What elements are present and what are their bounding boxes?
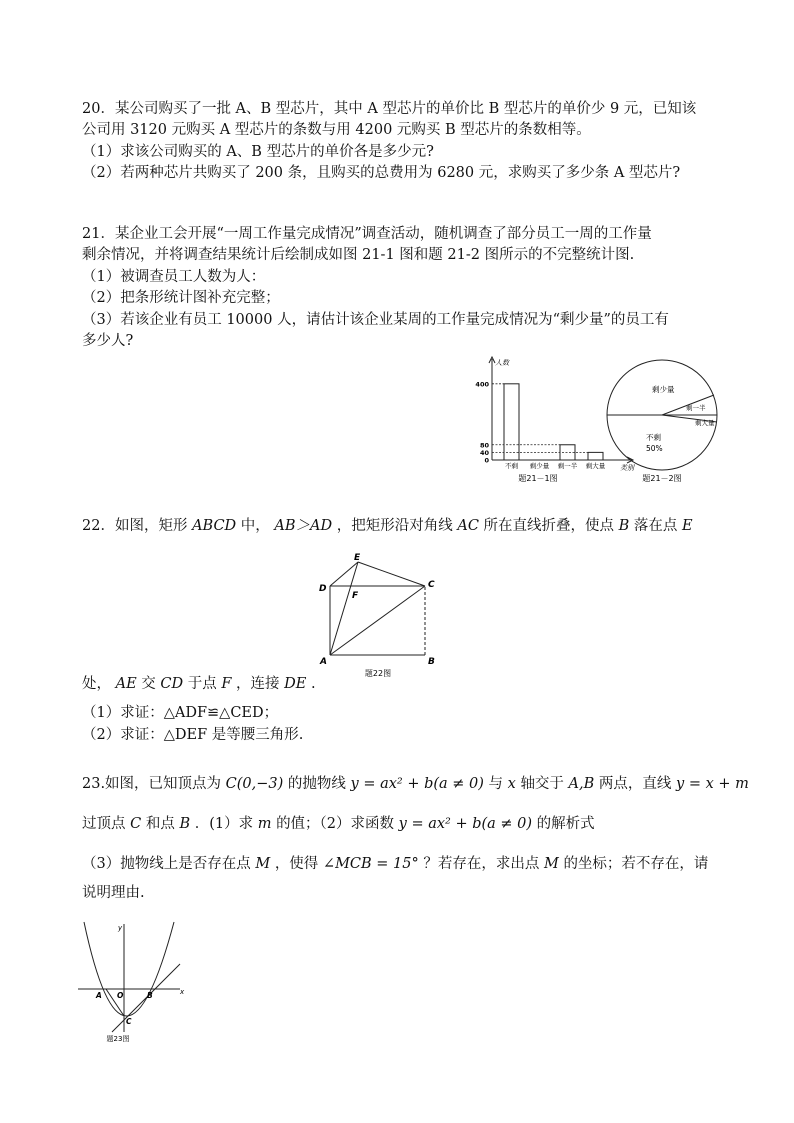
q23-text: 和点 — [145, 816, 175, 832]
q22-text: 处， — [82, 676, 111, 692]
q22-figure — [318, 552, 453, 680]
bar-chart-caption: 题21－1图 — [518, 474, 558, 483]
q23-parabola: y = ax² + b(a ≠ 0) — [350, 776, 484, 792]
q22-rect-name: ABCD — [192, 518, 237, 534]
q22-text: 中， — [240, 518, 270, 534]
q22-text: 交 — [141, 676, 156, 692]
q22-seg-cd-text: CD — [160, 676, 184, 692]
q22-text: 22．如图，矩形 — [82, 518, 188, 534]
q23-line4: 说明理由. — [82, 885, 145, 901]
pie-label-none: 不剩 — [646, 433, 661, 442]
q23-text: 的坐标；若不存在，请 — [563, 856, 709, 872]
bar-category-label: 剩一半 — [557, 462, 578, 470]
pie-chart-caption: 题21－2图 — [642, 474, 682, 483]
q22-text: 落在点 — [633, 518, 678, 534]
q23-text: 的值；（2）求函数 — [276, 816, 395, 832]
q22-point-b: B — [618, 518, 630, 534]
q23-line2 — [82, 814, 595, 834]
q23-text: 轴交于 — [520, 776, 564, 792]
q23-text: 的抛物线 — [287, 776, 346, 792]
q23-x-axis: x — [507, 776, 516, 792]
bar-ytick-label: 80 — [479, 441, 489, 450]
q22-condition: AB＞AD — [274, 518, 333, 534]
q20-line2: 公司用 3120 元购买 A 型芯片的条数与用 4200 元购买 B 型芯片的条数相等。 — [82, 122, 591, 138]
q21-line2: 剩余情况，并将调查结果统计后绘制成如图 21-1 图和题 21-2 图所示的不完整统计图. — [82, 247, 635, 263]
q22-line1 — [82, 516, 693, 536]
q21-part1: （1）被调查员工人数为人： — [82, 269, 266, 285]
q23-text: 23.如图，已知顶点为 — [82, 776, 222, 792]
q23-vertex: C(0,−3) — [225, 776, 284, 792]
q23-label-o: O — [117, 991, 124, 1000]
q22-text: ，把矩形沿对角线 — [336, 518, 453, 534]
q23-point-b: B — [179, 816, 191, 832]
q23-function: y = ax² + b(a ≠ 0) — [398, 816, 533, 832]
q21-part3b: 多少人? — [82, 333, 134, 349]
q23-text: ？若存在，求出点 — [423, 856, 540, 872]
q23-label-x: x — [180, 988, 185, 996]
q23-angle: ∠MCB = 15° — [322, 856, 419, 872]
q23-text: 两点，直线 — [598, 776, 672, 792]
q22-label-c: C — [428, 580, 435, 590]
q22-diagonal: AC — [457, 518, 479, 534]
pie-chart-figure — [600, 360, 725, 485]
q22-part2: （2）求证：△DEF 是等腰三角形. — [82, 727, 304, 743]
q22-caption: 题22图 — [364, 669, 392, 678]
q22-seg-ec — [358, 562, 425, 586]
q23-text: 与 — [488, 776, 504, 792]
q23-points-ab: A,B — [568, 776, 595, 792]
q23-point-m: M — [255, 856, 271, 872]
q23-text: ，使得 — [274, 856, 319, 872]
q23-text: （3）抛物线上是否存在点 — [82, 856, 251, 872]
q22-line2 — [82, 674, 316, 694]
bar-0 — [504, 384, 519, 460]
q22-label-a: A — [320, 657, 327, 667]
bar-ytick-label: 40 — [479, 448, 489, 457]
q23-caption: 题23图 — [106, 1035, 130, 1043]
q23-label-c: C — [126, 1017, 132, 1026]
q22-point-e: E — [682, 518, 693, 534]
q21-line1: 21．某企业工会开展“一周工作量完成情况”调查活动，随机调查了部分员工一周的工作量 — [82, 226, 652, 242]
pie-label-few: 剩少量 — [652, 385, 675, 394]
q23-figure — [72, 920, 192, 1045]
bar-category-label: 剩少量 — [529, 462, 550, 470]
q22-text: 所在直线折叠，使点 — [483, 518, 615, 534]
q23-text: 过顶点 — [82, 816, 126, 832]
q22-label-b: B — [428, 657, 435, 667]
q22-seg-de — [330, 562, 358, 586]
q23-text: ．(1）求 — [194, 816, 254, 832]
q22-part1: （1）求证：△ADF≌△CED； — [82, 705, 279, 721]
q22-text: ，连接 — [236, 676, 280, 692]
q21-part2: （2）把条形统计图补充完整； — [82, 290, 280, 306]
bar-ytick-label: 400 — [475, 380, 489, 389]
q22-label-f: F — [352, 591, 359, 601]
q21-part3: （3）若该企业有员工 10000 人，请估计该企业某周的工作量完成情况为“剩少量”的员工有 — [82, 312, 669, 328]
q22-seg-ae-text: AE — [115, 676, 137, 692]
q22-label-d: D — [319, 584, 327, 594]
q20-part1: （1）求该公司购买的 A、B 型芯片的单价各是多少元? — [82, 144, 434, 160]
bar-xlabel: 类别 — [620, 464, 634, 472]
q23-line1 — [82, 774, 749, 794]
q23-point-c: C — [130, 816, 142, 832]
bar-category-label: 不剩 — [505, 462, 518, 470]
q23-label-b: B — [147, 991, 153, 1000]
q22-seg-ac — [330, 586, 425, 655]
q23-label-y: y — [118, 924, 123, 932]
q23-line-eq: y = x + m — [676, 776, 749, 792]
q23-parabola-curve — [84, 922, 174, 1016]
q22-seg-de-text: DE — [284, 676, 307, 692]
pie-label-much: 剩大量 — [695, 419, 715, 427]
q22-point-f: F — [221, 676, 232, 692]
q22-label-e: E — [354, 553, 361, 563]
pie-label-half: 剩一半 — [686, 404, 706, 412]
bar-ytick-label: 0 — [484, 456, 489, 465]
q23-label-a: A — [96, 991, 102, 1000]
q23-point-m2: M — [543, 856, 559, 872]
q20-line1: 20．某公司购买了一批 A、B 型芯片，其中 A 型芯片的单价比 B 型芯片的单价少 9 元，已知该 — [82, 101, 697, 117]
q20-part2: （2）若两种芯片共购买了 200 条，且购买的总费用为 6280 元，求购买了多少条 A 型芯片? — [82, 165, 681, 181]
pie-label-none-pct: 50% — [646, 444, 663, 453]
q22-seg-ae — [330, 562, 358, 655]
q22-text: . — [310, 676, 316, 692]
q23-line3 — [82, 854, 708, 874]
bar-ylabel: 人数 — [495, 359, 509, 367]
q22-text: 于点 — [187, 676, 217, 692]
q23-var-m: m — [257, 816, 272, 832]
q23-text: 的解析式 — [536, 816, 595, 832]
bar-category-label: 剩大量 — [585, 462, 606, 470]
